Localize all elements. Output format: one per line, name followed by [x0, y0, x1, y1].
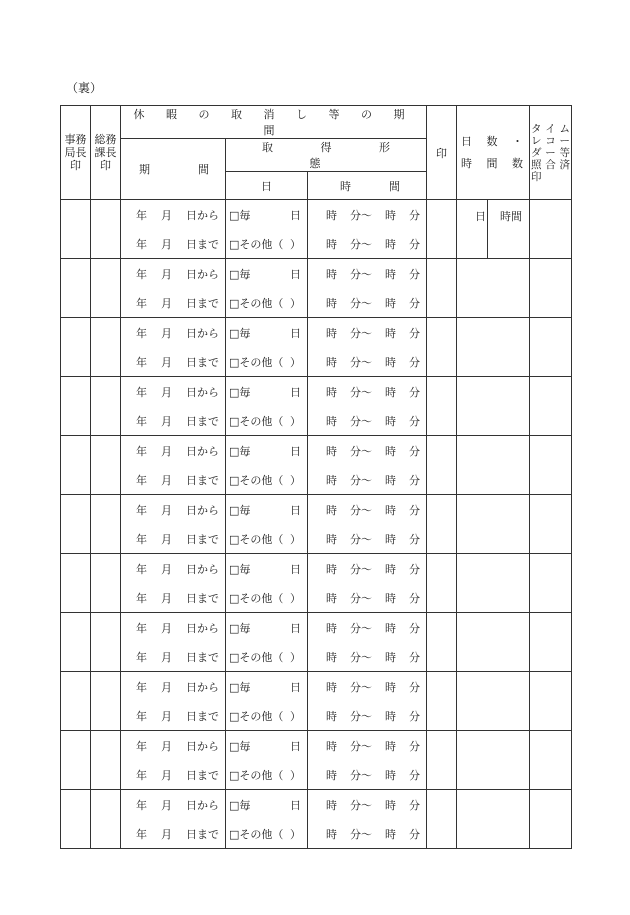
- form-row: [61, 554, 572, 613]
- form-row: [61, 200, 572, 259]
- time-range-line: 時 分～ 時 分: [326, 208, 420, 222]
- form-row: [61, 731, 572, 790]
- day-form-cell[interactable]: [226, 672, 308, 731]
- time-range-line: 時 分～ 時 分: [326, 532, 420, 546]
- secretary-stamp-cell[interactable]: [61, 672, 91, 731]
- every-day-checkbox-line[interactable]: □毎 日: [229, 798, 301, 812]
- days-hours-count-cell[interactable]: [457, 731, 530, 790]
- time-range-line: 時 分～ 時 分: [326, 444, 420, 458]
- period-from-line: 年 月 日から: [136, 267, 219, 281]
- day-form-cell[interactable]: [226, 613, 308, 672]
- period-to-line: 年 月 日まで: [136, 414, 219, 428]
- seal-cell[interactable]: [427, 318, 457, 377]
- day-form-cell[interactable]: [226, 259, 308, 318]
- every-day-checkbox-line[interactable]: □毎 日: [229, 680, 301, 694]
- days-hours-count-cell[interactable]: [457, 495, 530, 554]
- days-hours-count-cell[interactable]: [457, 790, 530, 849]
- secretary-stamp-cell[interactable]: [61, 200, 91, 259]
- days-hours-count-cell[interactable]: [457, 436, 530, 495]
- form-row: [61, 436, 572, 495]
- general-affairs-stamp-cell[interactable]: [91, 672, 121, 731]
- day-form-cell[interactable]: [226, 731, 308, 790]
- time-range-line: 時 分～ 時 分: [326, 326, 420, 340]
- other-checkbox-line[interactable]: □その他（ ）: [229, 473, 301, 487]
- time-form-cell[interactable]: [308, 731, 427, 790]
- period-from-line: 年 月 日から: [136, 385, 219, 399]
- general-affairs-stamp-cell[interactable]: [91, 200, 121, 259]
- days-hours-count-cell[interactable]: [457, 613, 530, 672]
- time-form-cell[interactable]: [308, 377, 427, 436]
- time-range-line: 時 分～ 時 分: [326, 237, 420, 251]
- every-day-checkbox-line[interactable]: □毎 日: [229, 562, 301, 576]
- timecard-check-cell[interactable]: [530, 495, 572, 554]
- hour-unit-label: 時間: [500, 210, 523, 223]
- count-divider: [487, 200, 488, 258]
- other-checkbox-line[interactable]: □その他（ ）: [229, 237, 301, 251]
- days-hours-count-cell[interactable]: [457, 377, 530, 436]
- time-form-cell[interactable]: [308, 613, 427, 672]
- period-from-line: 年 月 日から: [136, 326, 219, 340]
- general-affairs-stamp-cell[interactable]: [91, 318, 121, 377]
- acquisition-form-header: 取 得 形 態: [226, 139, 427, 172]
- secretary-stamp-cell[interactable]: [61, 318, 91, 377]
- seal-cell[interactable]: [427, 200, 457, 259]
- time-form-cell[interactable]: [308, 200, 427, 259]
- every-day-checkbox-line[interactable]: □毎 日: [229, 267, 301, 281]
- period-from-line: 年 月 日から: [136, 562, 219, 576]
- day-form-cell[interactable]: [226, 200, 308, 259]
- time-range-line: 時 分～ 時 分: [326, 709, 420, 723]
- time-range-line: 時 分～ 時 分: [326, 798, 420, 812]
- other-checkbox-line[interactable]: □その他（ ）: [229, 296, 301, 310]
- general-affairs-stamp-cell[interactable]: [91, 613, 121, 672]
- time-range-line: 時 分～ 時 分: [326, 768, 420, 782]
- secretary-general-stamp-header: 事務 局長 印: [61, 106, 91, 200]
- time-range-line: 時 分～ 時 分: [326, 414, 420, 428]
- time-range-line: 時 分～ 時 分: [326, 650, 420, 664]
- hours-header: 時 間: [308, 172, 427, 200]
- day-form-cell[interactable]: [226, 436, 308, 495]
- time-form-cell[interactable]: [308, 436, 427, 495]
- period-cell[interactable]: [121, 613, 226, 672]
- time-form-cell[interactable]: [308, 495, 427, 554]
- time-form-cell[interactable]: [308, 318, 427, 377]
- day-unit-label: 日: [475, 210, 487, 223]
- period-cell[interactable]: [121, 731, 226, 790]
- period-from-line: 年 月 日から: [136, 621, 219, 635]
- timecard-check-cell[interactable]: [530, 554, 572, 613]
- seal-cell[interactable]: [427, 436, 457, 495]
- seal-cell[interactable]: [427, 554, 457, 613]
- leave-cancel-period-title: 休 暇 の 取 消 し 等 の 期 間: [121, 106, 427, 139]
- period-cell[interactable]: [121, 259, 226, 318]
- secretary-stamp-cell[interactable]: [61, 259, 91, 318]
- other-checkbox-line[interactable]: □その他（ ）: [229, 709, 301, 723]
- period-from-line: 年 月 日から: [136, 503, 219, 517]
- period-cell[interactable]: [121, 377, 226, 436]
- period-to-line: 年 月 日まで: [136, 768, 219, 782]
- every-day-checkbox-line[interactable]: □毎 日: [229, 621, 301, 635]
- period-cell[interactable]: [121, 554, 226, 613]
- time-range-line: 時 分～ 時 分: [326, 503, 420, 517]
- other-checkbox-line[interactable]: □その他（ ）: [229, 591, 301, 605]
- form-row: [61, 495, 572, 554]
- timecard-check-cell[interactable]: [530, 436, 572, 495]
- timecard-check-cell[interactable]: [530, 790, 572, 849]
- period-to-line: 年 月 日まで: [136, 827, 219, 841]
- seal-cell[interactable]: [427, 495, 457, 554]
- period-to-line: 年 月 日まで: [136, 473, 219, 487]
- form-row: [61, 672, 572, 731]
- other-checkbox-line[interactable]: □その他（ ）: [229, 827, 301, 841]
- days-hours-count-cell[interactable]: [457, 318, 530, 377]
- general-affairs-stamp-cell[interactable]: [91, 436, 121, 495]
- time-range-line: 時 分～ 時 分: [326, 267, 420, 281]
- period-to-line: 年 月 日まで: [136, 532, 219, 546]
- period-cell[interactable]: [121, 790, 226, 849]
- days-hours-count-cell[interactable]: [457, 554, 530, 613]
- time-range-line: 時 分～ 時 分: [326, 621, 420, 635]
- period-header: 期 間: [121, 139, 226, 200]
- timecard-check-cell[interactable]: [530, 200, 572, 259]
- time-form-cell[interactable]: [308, 259, 427, 318]
- day-form-cell[interactable]: [226, 495, 308, 554]
- other-checkbox-line[interactable]: □その他（ ）: [229, 768, 301, 782]
- secretary-stamp-cell[interactable]: [61, 790, 91, 849]
- time-range-line: 時 分～ 時 分: [326, 739, 420, 753]
- general-affairs-chief-stamp-header: 総務 課長 印: [91, 106, 121, 200]
- period-to-line: 年 月 日まで: [136, 355, 219, 369]
- other-checkbox-line[interactable]: □その他（ ）: [229, 650, 301, 664]
- timecard-check-cell[interactable]: [530, 318, 572, 377]
- every-day-checkbox-line[interactable]: □毎 日: [229, 739, 301, 753]
- days-hours-count-cell[interactable]: [457, 200, 530, 259]
- day-form-cell[interactable]: [226, 377, 308, 436]
- general-affairs-stamp-cell[interactable]: [91, 377, 121, 436]
- other-checkbox-line[interactable]: □その他（ ）: [229, 414, 301, 428]
- seal-cell[interactable]: [427, 613, 457, 672]
- time-range-line: 時 分～ 時 分: [326, 827, 420, 841]
- time-range-line: 時 分～ 時 分: [326, 562, 420, 576]
- general-affairs-stamp-cell[interactable]: [91, 495, 121, 554]
- timecard-check-cell[interactable]: [530, 259, 572, 318]
- other-checkbox-line[interactable]: □その他（ ）: [229, 532, 301, 546]
- days-hours-count-cell[interactable]: [457, 672, 530, 731]
- period-cell[interactable]: [121, 200, 226, 259]
- period-from-line: 年 月 日から: [136, 680, 219, 694]
- time-range-line: 時 分～ 時 分: [326, 296, 420, 310]
- leave-cancellation-form-table: [60, 105, 572, 849]
- days-hours-count-cell[interactable]: [457, 259, 530, 318]
- period-cell[interactable]: [121, 318, 226, 377]
- general-affairs-stamp-cell[interactable]: [91, 554, 121, 613]
- seal-cell[interactable]: [427, 731, 457, 790]
- secretary-stamp-cell[interactable]: [61, 377, 91, 436]
- time-form-cell[interactable]: [308, 554, 427, 613]
- every-day-checkbox-line[interactable]: □毎 日: [229, 503, 301, 517]
- timecard-check-cell[interactable]: [530, 377, 572, 436]
- timecard-check-cell[interactable]: [530, 731, 572, 790]
- secretary-stamp-cell[interactable]: [61, 731, 91, 790]
- form-row: [61, 259, 572, 318]
- period-from-line: 年 月 日から: [136, 739, 219, 753]
- time-range-line: 時 分～ 時 分: [326, 591, 420, 605]
- day-form-cell[interactable]: [226, 318, 308, 377]
- secretary-stamp-cell[interactable]: [61, 436, 91, 495]
- period-to-line: 年 月 日まで: [136, 709, 219, 723]
- page-note-reverse-side: （裏）: [66, 81, 103, 95]
- other-checkbox-line[interactable]: □その他（ ）: [229, 355, 301, 369]
- form-row: [61, 377, 572, 436]
- time-range-line: 時 分～ 時 分: [326, 680, 420, 694]
- every-day-checkbox-line[interactable]: □毎 日: [229, 208, 301, 222]
- general-affairs-stamp-cell[interactable]: [91, 731, 121, 790]
- time-range-line: 時 分～ 時 分: [326, 385, 420, 399]
- period-cell[interactable]: [121, 436, 226, 495]
- period-cell[interactable]: [121, 672, 226, 731]
- seal-cell[interactable]: [427, 672, 457, 731]
- period-to-line: 年 月 日まで: [136, 237, 219, 251]
- period-from-line: 年 月 日から: [136, 444, 219, 458]
- general-affairs-stamp-cell[interactable]: [91, 259, 121, 318]
- general-affairs-stamp-cell[interactable]: [91, 790, 121, 849]
- form-row: [61, 790, 572, 849]
- seal-cell[interactable]: [427, 259, 457, 318]
- every-day-checkbox-line[interactable]: □毎 日: [229, 326, 301, 340]
- seal-cell[interactable]: [427, 790, 457, 849]
- time-form-cell[interactable]: [308, 672, 427, 731]
- period-to-line: 年 月 日まで: [136, 296, 219, 310]
- time-range-line: 時 分～ 時 分: [326, 355, 420, 369]
- period-to-line: 年 月 日まで: [136, 650, 219, 664]
- secretary-stamp-cell[interactable]: [61, 554, 91, 613]
- every-day-checkbox-line[interactable]: □毎 日: [229, 385, 301, 399]
- time-form-cell[interactable]: [308, 790, 427, 849]
- timecard-check-cell[interactable]: [530, 613, 572, 672]
- day-form-cell[interactable]: [226, 554, 308, 613]
- secretary-stamp-cell[interactable]: [61, 495, 91, 554]
- form-row: [61, 318, 572, 377]
- day-form-cell[interactable]: [226, 790, 308, 849]
- period-from-line: 年 月 日から: [136, 208, 219, 222]
- period-from-line: 年 月 日から: [136, 798, 219, 812]
- time-range-line: 時 分～ 時 分: [326, 473, 420, 487]
- timecard-check-cell[interactable]: [530, 672, 572, 731]
- day-header: 日: [226, 172, 308, 200]
- every-day-checkbox-line[interactable]: □毎 日: [229, 444, 301, 458]
- timecard-check-stamp-header: タ イ ム レ コ ー ダ ー 等 照 合 済 印: [530, 106, 572, 200]
- seal-cell[interactable]: [427, 377, 457, 436]
- period-to-line: 年 月 日まで: [136, 591, 219, 605]
- days-hours-count-header: 日 数 ・ 時 間 数: [457, 106, 530, 200]
- period-cell[interactable]: [121, 495, 226, 554]
- form-row: [61, 613, 572, 672]
- seal-header: 印: [427, 106, 457, 200]
- secretary-stamp-cell[interactable]: [61, 613, 91, 672]
